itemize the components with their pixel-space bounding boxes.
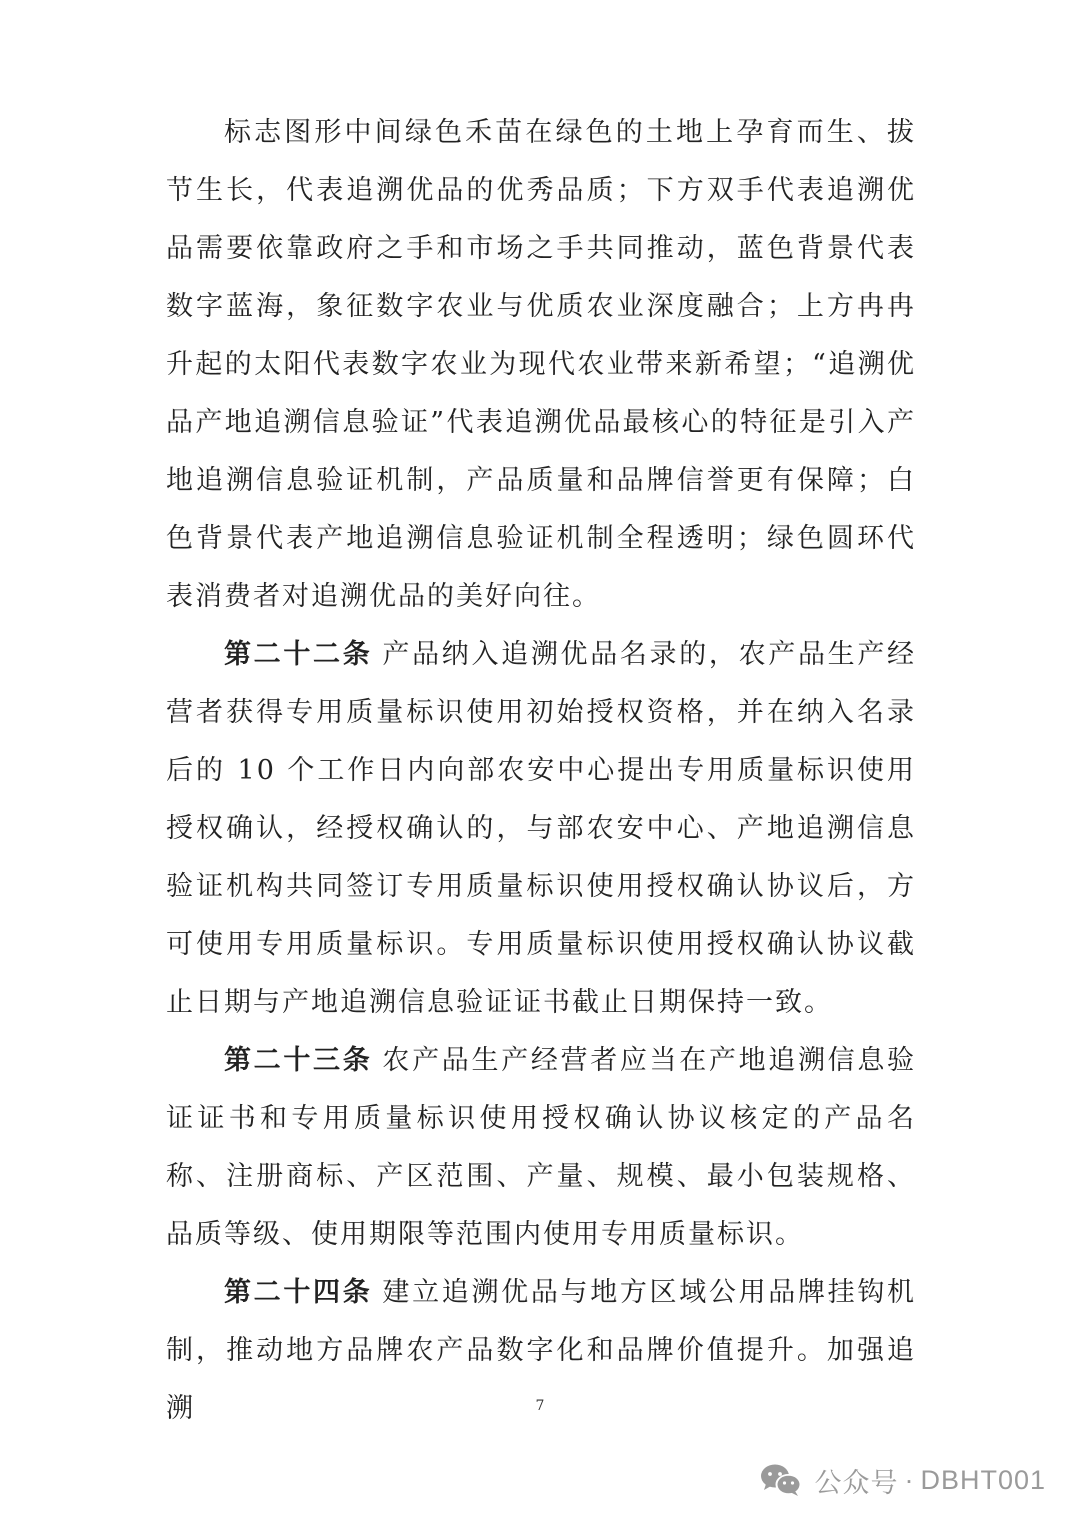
paragraph-logo-description [166,104,916,626]
page-number: 7 [535,1398,545,1414]
article-text: 建立追溯优品与地方区域公用品牌挂钩机制，推动地方品牌农产品数字化和品牌价值提升。加强追溯 [166,1277,917,1424]
article-title: 第二十四条 [224,1277,373,1308]
watermark-account: DBHT001 [920,1464,1046,1495]
article-title: 第二十二条 [224,639,373,670]
article-title: 第二十三条 [224,1045,373,1076]
article-23 [166,1032,916,1264]
article-text: 农产品生产经营者应当在产地追溯信息验证证书和专用质量标识使用授权确认协议核定的产品名称、注册商标、产区范围、产量、规模、最小包装规格、品质等级、使用期限等范围内使用专用质量标识。 [166,1045,917,1250]
article-text: 产品纳入追溯优品名录的，农产品生产经营者获得专用质量标识使用初始授权资格，并在纳入名录后的 10 个工作日内向部农安中心提出专用质量标识使用授权确认，经授权确认的，与部农安中心、产地追溯信息验证机构共同签订专用质量标识使用授权确认协议后，方可使用专用质量标识。专用质量标识使用授权确认协议截止日期与产地追溯信息验证证书截止日期保持一致。 [166,639,917,1018]
watermark-label: 公众号 [814,1467,899,1498]
article-22 [166,626,916,1032]
wechat-watermark [760,1458,1046,1502]
watermark-separator: · [904,1464,915,1495]
document-body [166,104,916,1438]
wechat-icon [760,1463,802,1497]
paragraph-text: 标志图形中间绿色禾苗在绿色的土地上孕育而生、拔节生长，代表追溯优品的优秀品质；下方双手代表追溯优品需要依靠政府之手和市场之手共同推动，蓝色背景代表数字蓝海，象征数字农业与优质农业深度融合；上方冉冉升起的太阳代表数字农业为现代农业带来新希望；“追溯优品产地追溯信息验证”代表追溯优品最核心的特征是引入产地追溯信息验证机制，产品质量和品牌信誉更有保障；白色背景代表产地追溯信息验证机制全程透明；绿色圆环代表消费者对追溯优品的美好向往。 [166,117,916,612]
